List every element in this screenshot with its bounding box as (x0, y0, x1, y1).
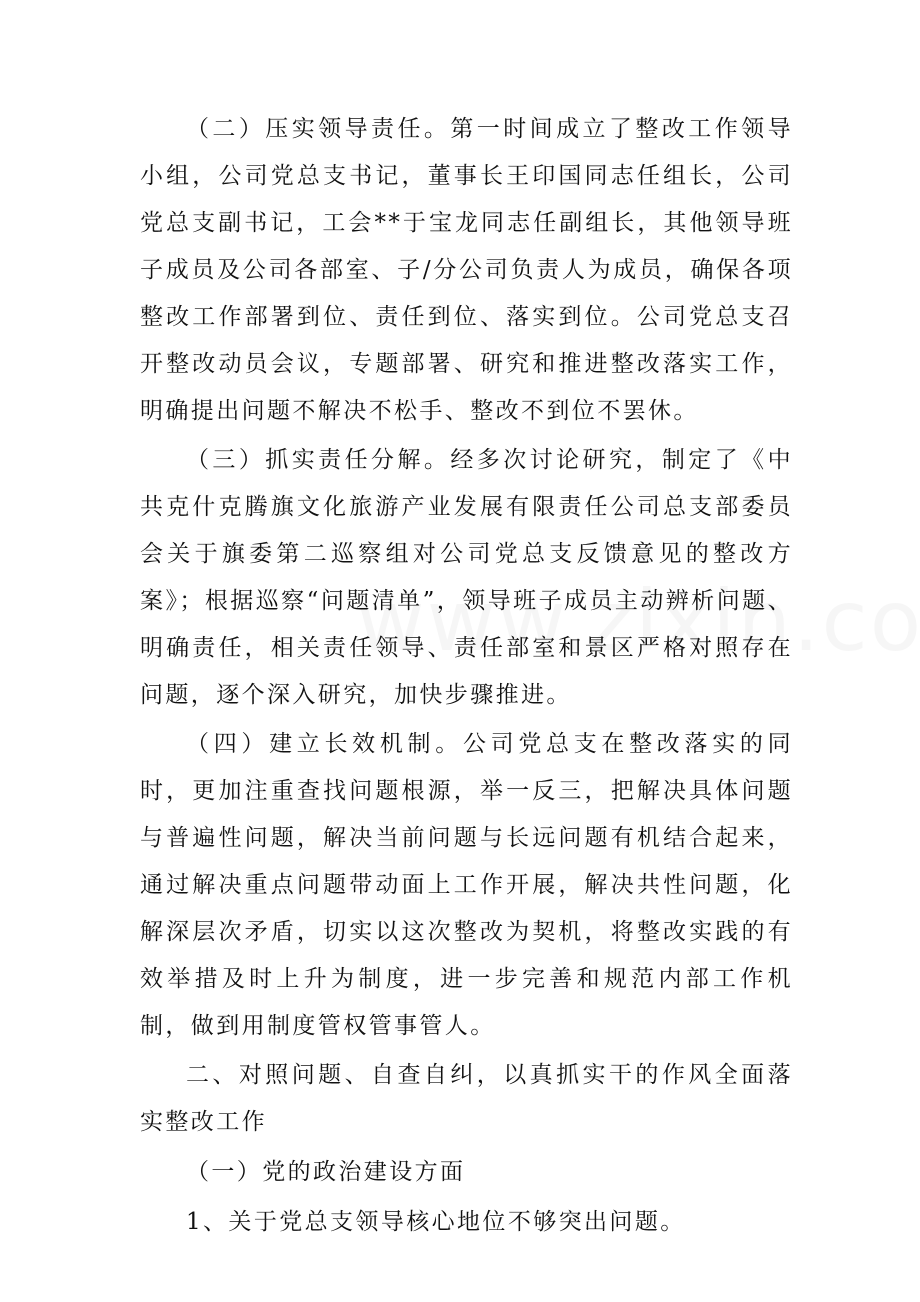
paragraph-responsibility-breakdown: （三）抓实责任分解。经多次讨论研究，制定了《中共克什克腾旗文化旅游产业发展有限责任公司总支部委员会关于旗委第二巡察组对公司党总支反馈意见的整改方案》；根据巡察“问题清单”，领导班子成员主动辨析问题、明确责任，相关责任领导、责任部室和景区严格对照存在问题，逐个深入研究，加快步骤推进。 (140, 447, 793, 708)
paragraph-long-term-mechanism: （四）建立长效机制。公司党总支在整改落实的同时，更加注重查找问题根源，举一反三，把解决具体问题与普遍性问题，解决当前问题与长远问题有机结合起来，通过解决重点问题带动面上工作开展，解决共性问题，化解深层次矛盾，切实以这次整改为契机，将整改实践的有效举措及时上升为制度，进一步完善和规范内部工作机制，做到用制度管权管事管人。 (140, 731, 793, 1039)
item-heading-core-position: 1、关于党总支领导核心地位不够突出问题。 (186, 1209, 686, 1235)
subsection-heading-political-construction: （一）党的政治建设方面 (186, 1159, 466, 1185)
section-heading-self-check: 二、对照问题、自查自纠，以真抓实干的作风全面落实整改工作 (140, 1062, 793, 1135)
paragraph-leadership-responsibility: （二）压实领导责任。第一时间成立了整改工作领导小组，公司党总支书记，董事长王印国同志任组长，公司党总支副书记，工会**于宝龙同志任副组长，其他领导班子成员及公司各部室、子/分公司负责人为成员，确保各项整改工作部署到位、责任到位、落实到位。公司党总支召开整改动员会议，专题部署、研究和推进整改落实工作，明确提出问题不解决不松手、整改不到位不罢休。 (140, 116, 793, 424)
document-body (140, 106, 793, 1246)
